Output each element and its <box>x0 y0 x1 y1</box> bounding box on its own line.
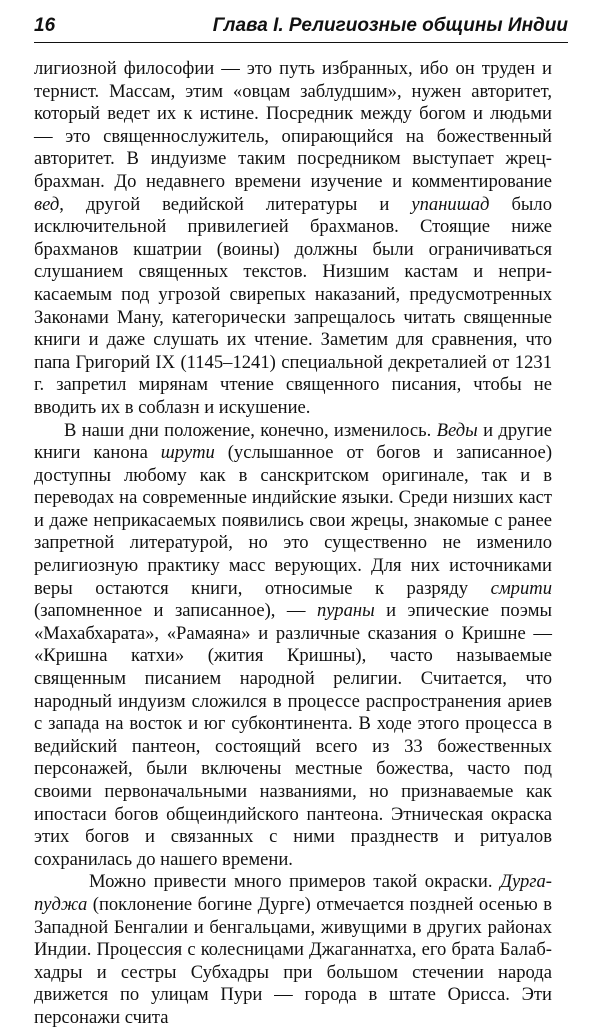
text-run: , другой ведийской литературы и <box>59 193 412 215</box>
text-run: Можно привести много примеров такой окраски. <box>89 871 501 893</box>
text-run: лигиозной философии — это путь избранных, ибо он труден и тернист. Массам, этим «овцам заблудшим», нужен авторитет, который ведет их к истине. Посредник между богом и людьми — это священнослужитель, опирающийся на божественный авторитет. В индуизме таким посредником выступает жрец-брахман. До недавнего времени изучение и комментирование <box>34 58 552 192</box>
text-run: и эпические поэмы «Махабхарата», «Рамаяна» и различные сказания о Кришне — «Кришна катхи» (жития Кришны), часто называемые священным писанием народной религии. Считается, что народный индуизм сложился в процессе распространения ариев с запада на восток и юг субконтинента. В ходе этого процесса в ведийский пантеон, состоящий всего из 33 божественных персонажей, были включены местные божества, часто под своими первоначальными названиями, но признаваемые как ипостаси богов общеиндийского пантеона. Этническая окраска этих богов и связанных с ними празднеств и ритуалов сохранилась до нашего времени. <box>34 600 552 870</box>
paragraph-3 <box>34 871 552 1029</box>
paragraph-2 <box>34 420 552 872</box>
text-run: (запомненное и записанное), — <box>34 600 317 622</box>
text-run: и другие книги канона <box>34 419 552 464</box>
italic-term: упанишад <box>411 193 490 215</box>
italic-term: смрити <box>490 577 552 599</box>
text-run: В наши дни положение, конечно, изменилось. <box>64 419 437 441</box>
italic-term: вед <box>34 193 60 215</box>
italic-term: шрути <box>160 442 215 464</box>
text-run: (услышанное от богов и записанное) доступны любому как в санскритском оригинале, так и в переводах на современные индийские языки. Среди низших каст и даже неприкасаемых появились свои жрецы, знакомые с ранее запретной литературой, но это существенно не изменило религиозную практику масс верующих. Для них источниками веры остаются книги, относимые к разряду <box>34 442 553 599</box>
italic-term: Веды <box>436 419 478 441</box>
italic-term: Дургапуджа <box>34 871 552 915</box>
page-number: 16 <box>34 15 56 36</box>
paragraph-1 <box>34 58 552 420</box>
body-text <box>34 58 552 1030</box>
chapter-title: Глава I. Религиозные общины Индии <box>212 15 568 36</box>
text-run: (поклонение богине Дурге) отмечается поздней осенью в Западной Бенгалии и бенгальцами, живущими в других районах Индии. Процессия с колесницами Джаганнатха, его брата Балабхадры и сестры Субхадры при большом стечении народа движется по улицам Пури — города в штате Орисса. Эти персонажи счита <box>34 893 552 1028</box>
italic-term: пураны <box>316 600 375 622</box>
page-header <box>34 8 568 43</box>
text-run: было исключительной привилегией брахманов. Стоящие ниже брахманов кшатрии (воины) должны были ограничиваться слушанием священных текстов. Низшим кастам и неприкасаемым под угрозой свирепых наказаний, предусмотренных Законами Ману, категорически запрещалось читать священные книги и даже слушать их чтение. Заметим для сравнения, что папа Григорий IX (1145–1241) специальной декреталией от 1231 г. запретил мирянам чтение священного писания, чтобы не вводить их в соблазн и искушение. <box>34 193 552 418</box>
